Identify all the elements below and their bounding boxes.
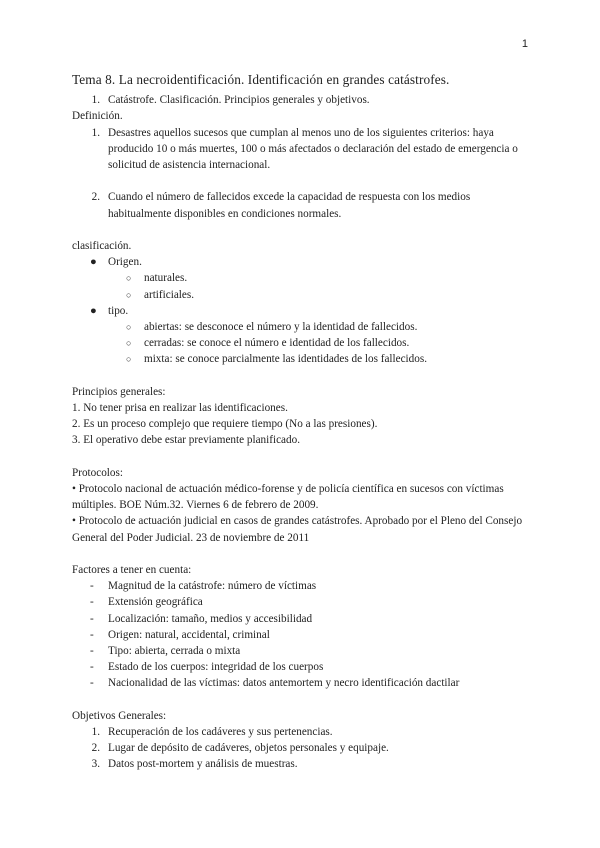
list-marker: 2.	[91, 191, 100, 204]
dash-marker: -	[90, 645, 94, 658]
factor-text: Magnitud de la catástrofe: número de víctimas	[108, 580, 317, 593]
list-marker: 1.	[91, 726, 100, 739]
factor-item	[72, 659, 532, 675]
definicion-item	[72, 125, 532, 174]
objetivo-item	[72, 756, 532, 772]
clasificacion-sub-item	[72, 335, 532, 351]
dash-marker: -	[90, 628, 94, 641]
dash-marker: -	[90, 612, 94, 625]
intro-item-text: Catástrofe. Clasificación. Principios generales y objetivos.	[108, 94, 370, 107]
factor-item	[72, 643, 532, 659]
factor-item	[72, 611, 532, 627]
factores-heading: Factores a tener en cuenta:	[72, 564, 192, 577]
list-marker: 2.	[91, 742, 100, 755]
objetivo-text: Recuperación de los cadáveres y sus pertenencias.	[108, 726, 333, 739]
circle-marker: ○	[126, 354, 132, 365]
clasificacion-sub-text: naturales.	[144, 272, 188, 285]
page-number: 1	[521, 38, 528, 50]
clasificacion-group	[72, 303, 532, 319]
circle-marker: ○	[126, 338, 132, 349]
circle-marker: ○	[126, 273, 132, 284]
clasificacion-group-label: Origen.	[108, 256, 142, 269]
principios-heading: Principios generales:	[72, 385, 166, 398]
factor-text: Extensión geográfica	[108, 596, 203, 609]
objetivo-text: Lugar de depósito de cadáveres, objetos personales y equipaje.	[108, 742, 389, 755]
principio-line: 3. El operativo debe estar previamente planificado.	[72, 434, 301, 447]
definicion-item-text: Cuando el número de fallecidos excede la capacidad de respuesta con los medios habitualmente disponibles en condiciones normales.	[108, 191, 471, 220]
protocolo-paragraph: • Protocolo de actuación judicial en casos de grandes catástrofes. Aprobado por el Pleno del Consejo General del Poder Judicial. 23 de noviembre de 2011	[72, 515, 523, 544]
clasificacion-sub-text: mixta: se conoce parcialmente las identidades de los fallecidos.	[144, 353, 428, 366]
clasificacion-sub-text: artificiales.	[144, 288, 195, 301]
intro-item	[72, 92, 532, 108]
factor-text: Tipo: abierta, cerrada o mixta	[108, 645, 241, 658]
dash-marker: -	[90, 596, 94, 609]
dash-marker: -	[90, 580, 94, 593]
factor-text: Estado de los cuerpos: integridad de los cuerpos	[108, 661, 324, 674]
objetivo-item	[72, 740, 532, 756]
list-marker: 1.	[91, 126, 100, 139]
objetivos-heading: Objetivos Generales:	[72, 709, 167, 722]
list-marker: 3.	[91, 758, 100, 771]
clasificacion-sub-item	[72, 287, 532, 303]
clasificacion-sub-item	[72, 351, 532, 367]
protocolo-paragraph: • Protocolo nacional de actuación médico-forense y de policía científica en sucesos con víctimas múltiples. BOE Núm.32. Viernes 6 de febrero de 2009.	[72, 483, 504, 512]
bullet-marker: ●	[90, 304, 97, 317]
clasificacion-group	[72, 254, 532, 270]
circle-marker: ○	[126, 322, 132, 333]
definicion-heading: Definición.	[72, 110, 123, 123]
clasificacion-group-label: tipo.	[108, 304, 129, 317]
factor-item	[72, 627, 532, 643]
dash-marker: -	[90, 661, 94, 674]
bullet-marker: ●	[90, 256, 97, 269]
definicion-item-text: Desastres aquellos sucesos que cumplan al menos uno de los siguientes criterios: haya producido 10 o más muertes, 100 o más afectados o declaración del estado de emergencia o solicitud de asistencia internacional.	[108, 126, 518, 172]
factor-item	[72, 675, 532, 691]
dash-marker: -	[90, 677, 94, 690]
list-marker: 1.	[91, 94, 100, 107]
clasificacion-sub-item	[72, 270, 532, 286]
clasificacion-heading: clasificación.	[72, 240, 132, 252]
principio-line: 2. Es un proceso complejo que requiere tiempo (No a las presiones).	[72, 418, 378, 431]
factor-text: Origen: natural, accidental, criminal	[108, 628, 270, 641]
page-title: Tema 8. La necroidentificación. Identificación en grandes catástrofes.	[72, 72, 450, 87]
clasificacion-sub-text: cerradas: se conoce el número e identidad de los fallecidos.	[144, 337, 410, 350]
factor-item	[72, 594, 532, 610]
clasificacion-sub-item	[72, 319, 532, 335]
factor-text: Localización: tamaño, medios y accesibilidad	[108, 612, 313, 625]
principio-line: 1. No tener prisa en realizar las identificaciones.	[72, 402, 288, 415]
clasificacion-sub-text: abiertas: se desconoce el número y la identidad de fallecidos.	[144, 321, 418, 334]
objetivo-item	[72, 724, 532, 740]
circle-marker: ○	[126, 289, 132, 300]
factor-item	[72, 578, 532, 594]
protocolos-heading: Protocolos:	[72, 466, 123, 479]
document-body	[72, 72, 532, 773]
definicion-item	[72, 189, 532, 221]
objetivo-text: Datos post-mortem y análisis de muestras.	[108, 758, 298, 771]
factor-text: Nacionalidad de las víctimas: datos antemortem y necro identificación dactilar	[108, 677, 460, 690]
